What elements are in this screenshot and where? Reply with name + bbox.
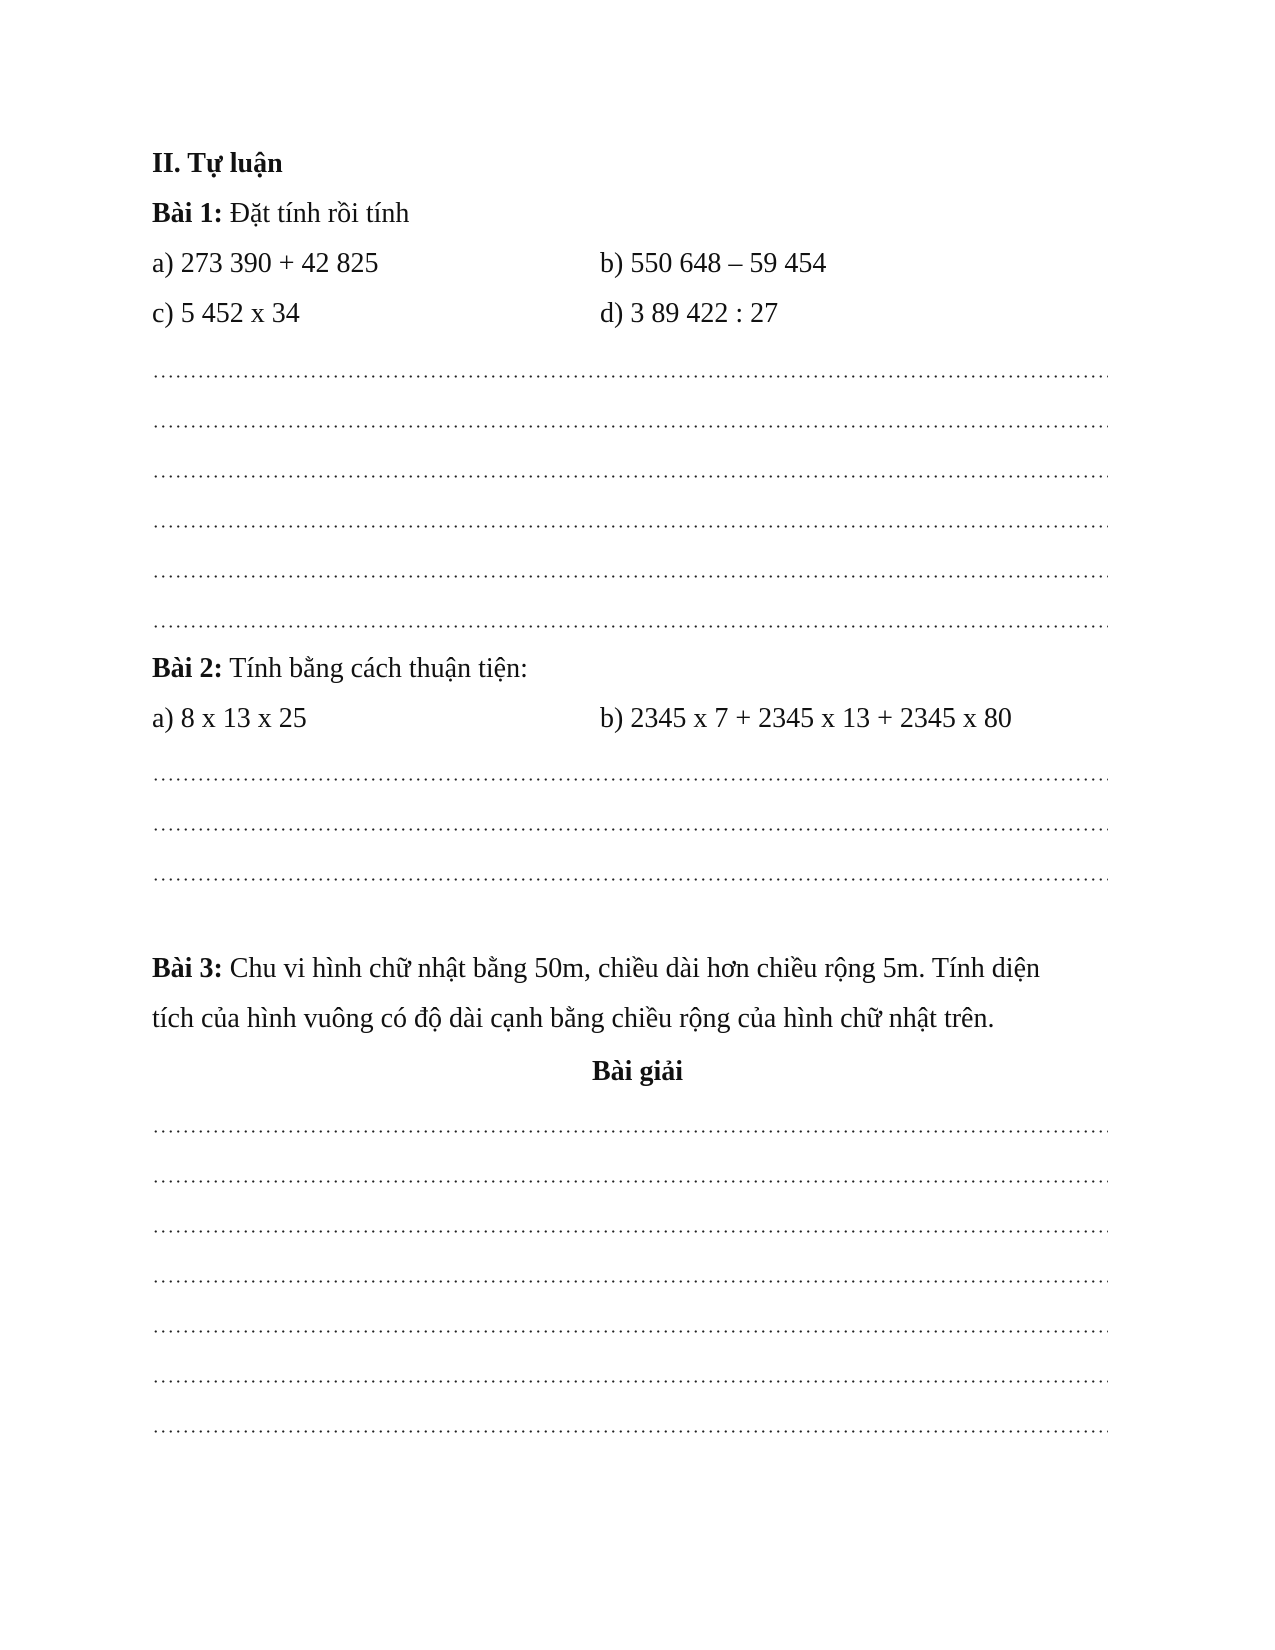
exercise-2-item-a: a) 8 x 13 x 25 bbox=[152, 703, 307, 734]
section-heading: II. Tự luận bbox=[152, 148, 283, 179]
answer-line[interactable] bbox=[152, 575, 1108, 578]
exercise-1-label: Bài 1: bbox=[152, 198, 223, 229]
exercise-2-label: Bài 2: bbox=[152, 653, 223, 684]
answer-line[interactable] bbox=[152, 1430, 1108, 1433]
exercise-2-item-b: b) 2345 x 7 + 2345 x 13 + 2345 x 80 bbox=[600, 703, 1012, 734]
answer-line[interactable] bbox=[152, 1330, 1108, 1333]
answer-line[interactable] bbox=[152, 425, 1108, 428]
exercise-1-instruction: Đặt tính rồi tính bbox=[222, 198, 410, 229]
answer-line[interactable] bbox=[152, 778, 1108, 781]
exercise-3-problem-line-2: tích của hình vuông có độ dài cạnh bằng chiều rộng của hình chữ nhật trên. bbox=[152, 1003, 995, 1034]
answer-line[interactable] bbox=[152, 625, 1108, 628]
exercise-3-label: Bài 3: bbox=[152, 953, 223, 984]
answer-line[interactable] bbox=[152, 878, 1108, 881]
exercise-1-item-d: d) 3 89 422 : 27 bbox=[600, 298, 779, 329]
answer-line[interactable] bbox=[152, 1280, 1108, 1283]
answer-line[interactable] bbox=[152, 1230, 1108, 1233]
exercise-2-instruction: Tính bằng cách thuận tiện: bbox=[222, 653, 528, 684]
exercise-1-title bbox=[152, 197, 409, 231]
exercise-2-title bbox=[152, 652, 528, 686]
answer-line[interactable] bbox=[152, 1380, 1108, 1383]
answer-line[interactable] bbox=[152, 375, 1108, 378]
answer-line[interactable] bbox=[152, 525, 1108, 528]
answer-line[interactable] bbox=[152, 475, 1108, 478]
exercise-1-item-a: a) 273 390 + 42 825 bbox=[152, 248, 379, 279]
answer-line[interactable] bbox=[152, 828, 1108, 831]
solution-heading: Bài giải bbox=[591, 1056, 683, 1087]
exercise-1-item-b: b) 550 648 – 59 454 bbox=[600, 248, 827, 279]
answer-line[interactable] bbox=[152, 1180, 1108, 1183]
answer-line[interactable] bbox=[152, 1130, 1108, 1133]
exercise-3-problem-line-1 bbox=[152, 952, 1040, 986]
exercise-1-item-c: c) 5 452 x 34 bbox=[152, 298, 300, 329]
exercise-3-problem-text-1: Chu vi hình chữ nhật bằng 50m, chiều dài hơn chiều rộng 5m. Tính diện bbox=[222, 953, 1041, 984]
